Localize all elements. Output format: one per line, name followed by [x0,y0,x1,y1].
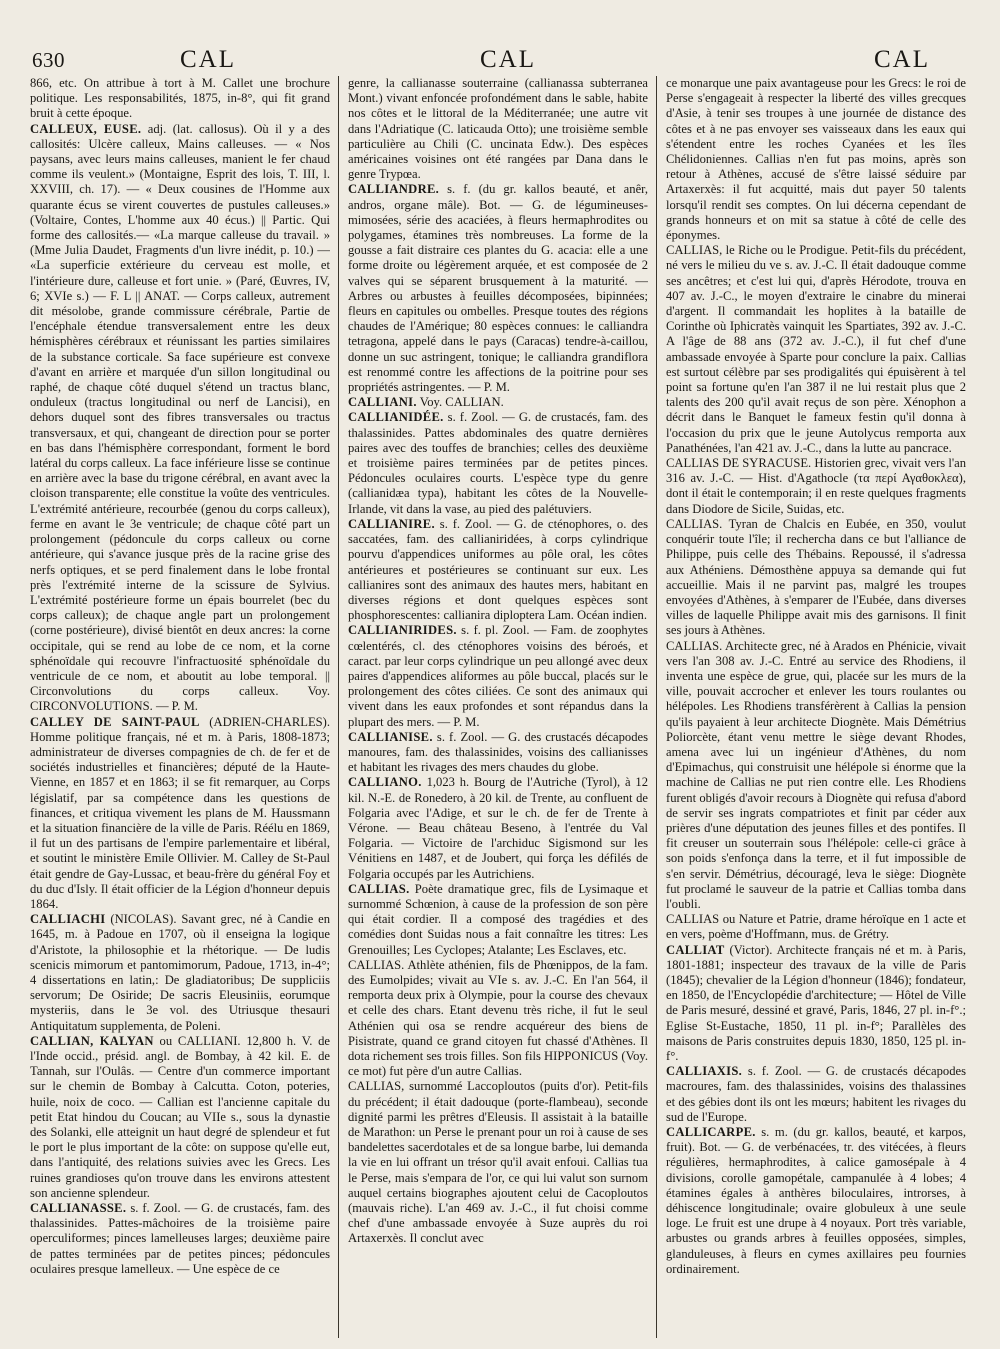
entry-headword: CALLEY DE SAINT-PAUL [30,714,200,729]
dictionary-entry [348,775,648,881]
dictionary-entry [348,958,648,1080]
dictionary-entry [666,1064,966,1125]
entry-text: ce monarque une paix avantageuse pour les Grecs: le roi de Perse s'engageait à respecter la liberté des villes grecques d'Asie, à tenir ses troupes à une journée de distance des côtes et à ne pas envoyer ses vaisseaux dans les eaux qui s'étendent entre les roches Cyanées et les îles Chélidoniennes. Callias n'en fut pas moins, après son retour à Athènes, accusé de s'être laissé séduire par Artaxerxès: il fut acquitté, mais dut payer 50 talents lorsqu'il rendit ses comptes. On lui décerna cependant de grands honneurs et on mit sa statue à côté de celle des éponymes. [666,76,966,243]
column-2 [348,76,648,1344]
dictionary-entry [348,182,648,395]
entry-headword: CALLIANASSE. [30,1201,127,1216]
entry-headword: CALLIANDRE. [348,182,440,197]
entry-headword: CALLICARPE. [666,1125,756,1140]
entry-text: s. f. Zool. — G. de cténophores, o. des saccatées, fam. des callianiridées, à corps cylindrique pourvu d'appendices uniformes au pôle oral, les côtes antérieures et postérieures se continuant sur eux. Les callianires sont des animaux des hautes mers, habitant en diverses régions et dont quelques espèces sont phosphorescentes: callianira diploptera Lam. Océan indien. [348,516,648,623]
dictionary-entry [30,122,330,715]
entry-text: s. f. Zool. — G. de crustacés, fam. des thalassinides. Pattes-mâchoires de la troisième paire operculiformes; pinces lamelleuses larges; deuxième paire de pattes terminées par de petites pinces; pédoncules oculaires presque lamelleux. — Une espèce de ce [30,1201,330,1276]
dictionary-entry [666,1125,966,1277]
running-head-center: CAL [480,46,536,73]
dictionary-entry [666,517,966,639]
entry-text: s. f. (du gr. kallos beauté, et anêr, andros, organe mâle). Bot. — G. de légumineuses-mimosées, série des acaciées, à fleurs hermaphrodites ou polygames, étamines très nombreuses. La forme de la gousse a fait distraire ces plantes du G. acacia: elle a une forme droite ou légèrement arquée, et est composée de 2 valves qui se séparent brusquement à la maturité. — Arbres ou arbustes à feuilles décomposées, bipinnées; fleurs en capitules ou ombelles. Presque toutes des régions chaudes de l'Amérique; 80 espèces connues: le calliandra tetragona, appelé dans le pays (Caracas) tendre-à-caillou, donne un suc astringent, tonique; le calliandra grandiflora est renommé contre les affections de la poitrine pour ses propriétés astringentes. — P. M. [348,182,648,395]
entry-headword: CALLIANIDÉE. [348,410,444,425]
entry-text: Poète dramatique grec, fils de Lysimaque et surnommé Schœnion, à cause de la profession de son père qui était cordier. Il a composé des tragédies et des comédies dont Suidas nous a fait connaître les titres: Les Grenouilles; Les Cyclopes; Atalante; Les Esclaves, etc. [348,881,648,957]
dictionary-entry [348,1079,648,1246]
entry-headword: CALLIANISE. [348,729,433,744]
entry-headword: CALLIAS. [348,881,410,896]
running-head-left: CAL [180,46,236,73]
entry-headword: CALLIANI. [348,395,417,410]
entry-headword: CALLIANIRIDES. [348,623,457,638]
dictionary-entry [666,639,966,913]
running-head-right: CAL [874,46,930,73]
column-3 [666,76,966,1344]
dictionary-entry [348,395,648,410]
entry-text: Voy. CALLIAN. [416,395,504,410]
dictionary-entry [348,882,648,958]
page-header [30,44,970,80]
page-number: 630 [32,48,65,72]
entry-headword: CALLIAXIS. [666,1064,743,1079]
entry-text: ou CALLIANI. 12,800 h. V. de l'Inde occid., présid. angl. de Bombay, à 42 kil. E. de Tannah, sur l'Oulâs. — Centre d'un commerce important sur le chemin de Bombay à Calcutta. Coton, poteries, huile, noix de coco. — Callian est l'ancienne capitale du petit Etat hindou du Coucan; au VIIe s., sous la dynastie des Solanki, elle atteignit un haut degré de splendeur et fut le port le plus important de la côte: on suppose qu'elle eut, dans l'antiquité, des relations suivies avec les Grecs. Les ruines grandioses qu'on trouve dans les environs attestent son ancienne splendeur. [30,1033,330,1200]
text-columns [30,76,970,1344]
dictionary-entry [666,243,966,456]
entry-text: s. f. Zool. — G. de crustacés décapodes macroures, fam. des thalassinides, voisins des thalassines et des gébies dont ils ont les mœurs; habitent les rivages du sud de l'Europe. [666,1064,966,1124]
entry-headword: CALLIACHI [30,912,106,927]
entry-text: s. m. (du gr. kallos, beauté, et karpos, fruit). Bot. — G. de verbénacées, tr. des vitécées, à fleurs régulières, hermaphrodites, à calice gamosépale à 4 divisions, corolle gamopétale, campanulée à 4 lobes; 4 étamines égales à anthères biloculaires, introrses, à déhiscence longitudinale; ovaire globuleux à une seule loge. Le fruit est une drupe à 4 noyaux. Port très variable, arbustes ou grands arbres à feuilles opposées, simples, glanduleuses, à fleurs en cymes axillaires peu fournies ordinairement. [666,1125,966,1276]
dictionary-entry [30,76,330,122]
entry-text: 1,023 h. Bourg de l'Autriche (Tyrol), à 12 kil. N.-E. de Ronedero, à 20 kil. de Trente, au confluent de Folgaria avec l'Adige, et sur le ch. de fer de Trente à Vérone. — Beau château Beseno, à l'entrée du Val Folgaria. — Victoire de l'archiduc Sigismond sur les Vénitiens en 1487, et de Joubert, qui força les défilés de Folgaria occupés par les Autrichiens. [348,775,648,881]
entry-headword: CALLEUX, EUSE. [30,121,142,136]
entry-text: (ADRIEN-CHARLES). Homme politique français, né et m. à Paris, 1808-1873; administrateur de diverses compagnies de ch. de fer et de sociétés industrielles et financières; député de la Haute-Vienne, en 1857 et en 1863; il se fit remarquer, au Corps législatif, par sa compétence dans les questions de finances, et critiqua vivement les plans de M. Haussmann et la situation financière de la ville de Paris. Réélu en 1869, il fut un des partisans de l'empire parlementaire et libéral, et soutint le ministère Emile Ollivier. M. Calley de St-Paul était gendre de Gay-Lussac, et beau-frère du général Foy et du duc d'Isly. Il était officier de la Légion d'honneur depuis 1864. [30,714,330,911]
dictionary-entry [30,715,330,913]
entry-headword: CALLIAN, KALYAN [30,1033,154,1048]
dictionary-entry [348,517,648,623]
dictionary-entry [30,1034,330,1201]
entry-text: s. f. pl. Zool. — Fam. de zoophytes cœlentérés, cl. des cténophores voisins des béroés, et caract. par leur corps cylindrique un peu allongé avec deux paires d'appendices aliformes au pôle buccal, placés sur le prolongement des côtes ciliées. Ce sont des animaux qui vivent dans les eaux profondes et sont répandus dans la plupart des mers. — P. M. [348,623,648,729]
entry-text: CALLIAS DE SYRACUSE. Historien grec, vivait vers l'an 316 av. J.-C. — Hist. d'Agathocle (τα περί Αγαθοκλεα), dont il était le contemporain; il en reste quelques fragments dans Diodore de Sicile, Suidas, etc. [666,456,966,516]
dictionary-entry [348,410,648,516]
entry-text: s. f. Zool. — G. des crustacés décapodes manoures, fam. des thalassinides, voisins des callianisses et habitant les rivages des mers chaudes du globe. [348,729,648,775]
dictionary-entry [348,623,648,729]
dictionary-entry [30,1201,330,1277]
entry-text: 866, etc. On attribue à tort à M. Callet une brochure politique. Les responsabilités, 1875, in-8°, qui fit grand bruit à cette époque. [30,76,330,121]
dictionary-entry [666,456,966,517]
entry-headword: CALLIANO. [348,775,422,790]
dictionary-entry [30,912,330,1034]
column-1 [30,76,330,1344]
entry-text: CALLIAS. Architecte grec, né à Arados en Phénicie, vivait vers l'an 308 av. J.-C. Entré au service des Rhodiens, il inventa une espèce de grue, qui, placée sur les murs de la ville, pouvait accrocher et enlever les tours roulantes ou hélépoles. Les Rhodiens transférèrent à Callias la pension qu'ils payaient à leur architecte Diognète. Mais Démétrius Poliorcète, étant venu mettre le siège devant Rhodes, amena avec lui un ingénieur d'Athènes, du nom d'Epimachus, qui construisit une hélépole si énorme que la machine de Callias ne put rien contre elle. Les Rhodiens furent obligés d'avoir recours à Diognète qui refusa d'abord de servir ses ingrats compatriotes et finit par céder aux prières d'une députation des jeunes filles et des pontifes. Il fit creuser un souterrain sous l'hélépole: celle-ci grâce à son poids s'enfonça dans la terre, et il fut impossible de s'en servir. Démétrius, découragé, leva le siège: Diognète fut proclamé le sauveur de la patrie et Callias tomba dans l'oubli. [666,638,966,911]
entry-text: s. f. Zool. — G. de crustacés, fam. des thalassinides. Pattes abdominales des quatre dernières paires avec des touffes de branchies; celles des deuxième et troisième paires terminées par de petites pinces. Pédoncules oculaires courts. L'espèce type du genre (callianidæa typa), habitant les côtes de la Nouvelle-Irlande, vit dans la vase, au pied des palétuviers. [348,410,648,516]
entry-text: CALLIAS, le Riche ou le Prodigue. Petit-fils du précédent, né vers le milieu du ve s. av. J.-C. Il était dadouque comme ses ancêtres; et c'est lui qui, d'après Hérodote, trouva en 407 av. J.-C., le moyen d'extraire le cinabre du minerai d'argent. Il commandait les hoplites à la bataille de Corinthe où Iphicratès vainquit les Spartiates, 392 av. J.-C. A l'âge de 88 ans (372 av. J.-C.), il fut chef d'une ambassade envoyée à Sparte pour conclure la paix. Callias est surtout célèbre par ses prodigalités qui épuisèrent à tel point sa fortune qu'en l'an 387 il ne lui restait plus que 2 talents des 200 qu'il avait reçus de son père. Xénophon a décrit dans le Banquet le fameux festin qu'il donna à l'occasion du prix que le jeune Autolycus remporta aux Panathénées, l'an 421 av. J.-C., dans la lutte au pancrace. [666,243,966,455]
entry-text: CALLIAS ou Nature et Patrie, drame héroïque en 1 acte et en vers, poème d'Hoffmann, mus. de Grétry. [666,912,966,942]
dictionary-entry [666,912,966,942]
entry-text: adj. (lat. callosus). Où il y a des callosités: Ulcère calleux, Mains calleuses. — « Nos paysans, avec leurs mains calleuses, manient le fer chaud comme ils veulent.» (Montaigne, Esprit des lois, T. III, l. XXVIII, ch. 17). — « Deux cousines de l'Homme aux quarante écus se virent couvertes de pustules calleuses.» (Voltaire, Contes, L'homme aux 40 écus.) || Partic. Qui forme des callosités.— «La marque calleuse du travail. » (Mme Julia Daudet, Fragments d'un livre inédit, p. 10.) — «La superficie extérieure du cerveau est molle, et l'intérieure dure, calleuse et fort unie. » (Paré, Œuvres, IV, 6; XVIe s.) — F. L || ANAT. — Corps calleux, autrement dit mésolobe, grande commissure cérébrale, Partie de l'encéphale étendue transversalement entre les deux hémisphères cérébraux et réunissant les parties similaires de la substance corticale. Sa face supérieure est convexe d'avant en arrière et marquée d'un sillon longitudinal ou raphé, de chaque côté duquel s'étend un tractus blanc, onduleux (tractus longitudinal ou nerf de Lancisi), en dehors duquel sont des fibres transversales ou tractus transversaux, et qui, changeant de direction pour se porter en bas dans l'hémisphère correspondant, forment le bord latéral du corps calleux. La face inférieure lisse se continue en arrière avec la base du trigone cérébral, en avant avec la cloison transparente; elle constitue la voûte des ventricules. L'extrémité antérieure, recourbée (genou du corps calleux), ferme en avant le 3e ventricule; de chaque côté part un prolongement (pédoncule du corps calleux ou corne antérieure, qui s'avance jusque près de la racine grise des nerfs optiques, et se perd finalement dans le lobe frontal près l'extrémité interne de la scissure de Sylvius. L'extrémité postérieure forme un épais bourrelet (bec du corps calleux); de chaque angle part un prolongement (corne postérieure), divisé bientôt en deux ancres: la corne occipitale, qui se rend au lobe de ce nom, et la corne sphénoïdale qui recouvre l'infractuosité sphénoïdale du ventricule de ce nom, et aboutit au lobe temporal. || Circonvolutions du corps calleux. Voy. CIRCONVOLUTIONS. — P. M. [30,121,330,714]
entry-text: CALLIAS. Tyran de Chalcis en Eubée, en 350, voulut conquérir toute l'île; il rechercha dans ce but l'alliance de Philippe, puis celle des Thébains. Repoussé, il s'adressa aux Athéniens. Démosthène appuya sa demande qui fut accueillie. Mais il ne parvint pas, malgré les troupes envoyées d'Athènes, à s'emparer de l'Eubée, dans diverses villes de laquelle Philippe avait mis des garnisons. Il finit ses jours à Athènes. [666,516,966,638]
entry-text: CALLIAS, surnommé Laccoploutos (puits d'or). Petit-fils du précédent; il était dadouque (porte-flambeau), seconde dignité parmi les prêtres d'Eleusis. Il assistait à la bataille de Marathon: un Perse le prenant pour un roi à cause de ses bandelettes sacerdotales et de sa longue barbe, lui demanda la vie en lui offrant un trésor qu'il avait enfoui. Callias tua le Perse, mais s'empara de l'or, ce qui lui valut son surnom auquel certains biographes ajoutent celui de Cacoploutos (mauvais riche). L'an 469 av. J.-C., il fut choisi comme chef d'une ambassade envoyée à Suze auprès du roi Artaxerxès. Il conclut avec [348,1079,648,1246]
entry-text: genre, la callianasse souterraine (callianassa subterranea Mont.) vivant enfoncée profondément dans le sable, habite nos côtes et le littoral de la Méditerranée; une autre vit dans l'Adriatique (C. laticauda Otto); une troisième semble particulière au Chili (C. uncinata Edw.). Des espèces américaines voisines ont été rangées par Dana dans le genre Trypœa. [348,76,648,182]
entry-headword: CALLIANIRE. [348,516,435,531]
entry-text: (Victor). Architecte français né et m. à Paris, 1801-1881; inspecteur des travaux de la ville de Paris (1845); chevalier de la Légion d'honneur (1846); fondateur, en 1850, de l'Encyclopédie d'architecture; — Hôtel de Ville de Paris mesuré, dessiné et gravé, Paris, 1846, 27 pl. in-f°.; Eglise St-Eustache, 1850, 11 pl. in-f°; Parallèles des maisons de Paris construites depuis 1830, 1850, 125 pl. in-f°. [666,942,966,1063]
entry-text: CALLIAS. Athlète athénien, fils de Phœnippos, de la fam. des Eumolpides; vivait au VIe s. av. J.-C. En l'an 564, il remporta deux prix à Olympie, pour la course des chevaux et celle des chars. Etant devenu très riche, il fut le seul Athénien qui osa se rendre acquéreur des biens de Pisistrate, quand ce grand citoyen fut chassé d'Athènes. Il dota richement ses trois filles. Son fils HIPPONICUS (Voy. ce mot) fut père d'un autre Callias. [348,957,648,1079]
dictionary-entry [348,730,648,776]
dictionary-entry [348,76,648,182]
entry-headword: CALLIAT [666,942,725,957]
entry-text: (NICOLAS). Savant grec, né à Candie en 1645, m. à Padoue en 1707, où il enseigna la logique d'Aristote, la philosophie et la rhétorique. — De ludis scenicis mimorum et pantomimorum, Padoue, 1713, in-4°; 4 dissertations en latin,: De gladiatoribus; De suppliciis servorum; De Osiride; De sacris Eleusiniis, eorumque mysteriis, dans le 3e vol. des Utriusque thesauri Antiquitatum supplementa, de Poleni. [30,912,330,1033]
dictionary-entry [666,943,966,1065]
dictionary-entry [666,76,966,243]
